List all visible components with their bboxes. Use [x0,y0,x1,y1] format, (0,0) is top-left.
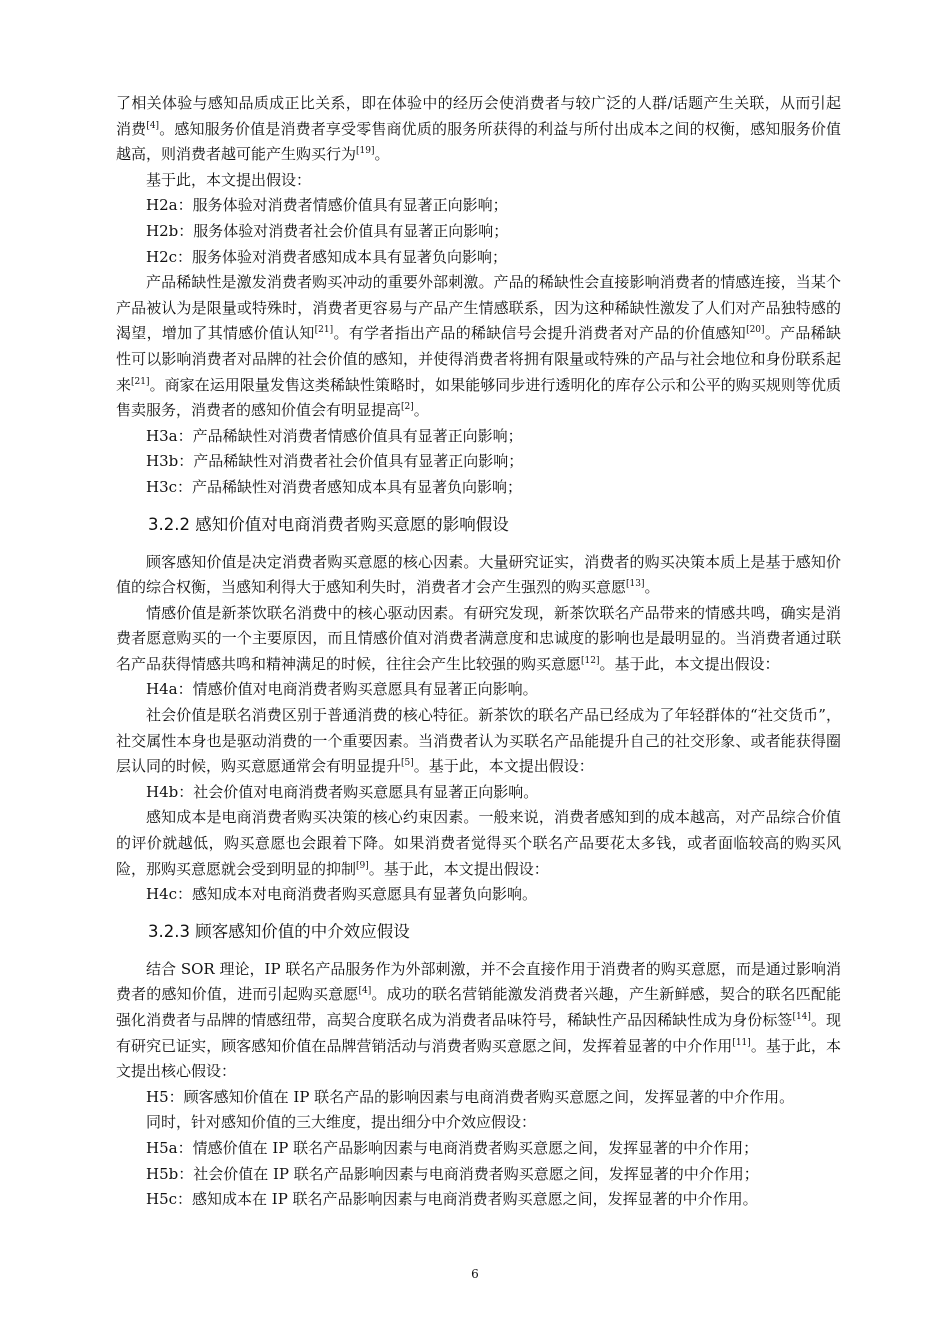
citation-ref: [20] [746,325,765,336]
text-run: 情感价值是新茶饮联名消费中的核心驱动因素。有研究发现，新茶饮联名产品带来的情感共鸣，确实是消费者愿意购买的一个主要原因，而且情感价值对消费者满意度和忠诚度的影响也是最明显的。当消费者通过联名产品获得情感共鸣和精神满足的时候，往往会产生比较强的购买意愿 [116,603,841,673]
text-run: 社会价值是联名消费区别于普通消费的核心特征。新茶饮的联名产品已经成为了年轻群体的“社交货币”，社交属性本身也是驱动消费的一个重要因素。当消费者认为买联名产品能提升自己的社交形象、或者能获得圈层认同的时候，购买意愿通常会有明显提升 [116,706,841,776]
text-run: 产品稀缺性是激发消费者购买冲动的重要外部刺激。产品的稀缺性会直接影响消费者的情感连接，当某个产品被认为是限量或特殊时，消费者更容易与产品产生情感联系，因为这种稀缺性激发了人们对产品独特感的渴望，增加了其情感价值认知 [116,273,841,343]
text-run: 。商家在运用限量发售这类稀缺性策略时，如果能够同步进行透明化的库存公示和公平的购买规则等优质售卖服务，消费者的感知价值会有明显提高 [116,375,841,420]
citation-ref: [5] [401,758,414,769]
hypothesis-line: H5b：社会价值在 IP 联名产品影响因素与电商消费者购买意愿之间，发挥显著的中介作用； [146,1164,759,1183]
citation-ref: [13] [626,579,645,590]
text-run: 。现有研究已证实，顾客感知价值在品牌营销活动与消费者购买意愿之间，发挥着显著的中介作用 [116,1011,841,1055]
text-run: 。基于此，本文提出假设： [368,859,549,878]
hypothesis-line: H4b：社会价值对电商消费者购买意愿具有显著正向影响。 [146,782,539,801]
text-run: 。感知服务价值是消费者享受零售商优质的服务所获得的利益与所付出成本之间的权衡，感知服务价值越高，则消费者越可能产生购买行为 [116,119,841,164]
section-heading: 3.2.2 感知价值对电商消费者购买意愿的影响假设 [148,514,509,534]
citation-ref: [9] [356,860,369,871]
citation-ref: [14] [792,1012,811,1022]
hypothesis-line: H2b：服务体验对消费者社会价值具有显著正向影响； [146,221,509,240]
text-run: 。基于此，本文提出假设： [599,654,780,673]
body-paragraph [116,91,841,168]
hypothesis-line: 同时，针对感知价值的三大维度，提出细分中介效应假设： [146,1113,537,1132]
text-run: 。产品稀缺性可以影响消费者对品牌的社会价值的感知，并使得消费者将拥有限量或特殊的产品与社会地位和身份联系起来 [116,324,841,394]
hypothesis-line: H2a：服务体验对消费者情感价值具有显著正向影响； [146,196,508,215]
text-run: 了相关体验与感知品质成正比关系，即在体验中的经历会使消费者与较广泛的人群/话题产生关联，从而引起消费 [116,94,841,138]
text-run: 。 [644,578,660,597]
text-run: 。 [413,401,429,420]
hypothesis-line: H4a：情感价值对电商消费者购买意愿具有显著正向影响。 [146,680,538,699]
citation-ref: [4] [358,986,372,997]
text-run: 感知成本是电商消费者购买决策的核心约束因素。一般来说，消费者感知到的成本越高，对产品综合价值的评价就越低，购买意愿也会跟着下降。如果消费者觉得买个联名产品要花太多钱，或者面临较高的购买风险，那购买意愿就会受到明显的抑制 [116,808,841,878]
hypothesis-line: H3b：产品稀缺性对消费者社会价值具有显著正向影响； [146,452,524,471]
citation-ref: [12] [581,655,600,666]
citation-ref: [2] [401,402,414,413]
citation-ref: [21] [131,376,150,387]
text-run: 。成功的联名营销能激发消费者兴趣，产生新鲜感，契合的联名匹配能强化消费者与品牌的情感纽带，高契合度联名成为消费者品味符号，稀缺性产品因稀缺性成为身份标签 [116,985,841,1029]
hypothesis-line: H5a：情感价值在 IP 联名产品影响因素与电商消费者购买意愿之间，发挥显著的中介作用； [146,1138,759,1157]
body-paragraph [116,805,841,882]
text-run: 。基于此，本文提出假设： [413,757,594,776]
hypothesis-line: H3a：产品稀缺性对消费者情感价值具有显著正向影响； [146,426,523,445]
citation-ref: [19] [356,146,375,157]
hypothesis-line: H4c：感知成本对电商消费者购买意愿具有显著负向影响。 [146,885,538,904]
section-heading: 3.2.3 顾客感知价值的中介效应假设 [148,921,410,941]
body-paragraph [116,703,841,780]
hypothesis-line: H2c：服务体验对消费者感知成本具有显著负向影响； [146,247,508,266]
body-paragraph [116,601,841,678]
citation-ref: [21] [314,325,334,336]
body-paragraph [116,550,841,601]
body-paragraph [116,957,841,1085]
text-run: 结合 SOR 理论，IP 联名产品服务作为外部刺激，并不会直接作用于消费者的购买意愿，而是通过影响消费者的感知价值，进而引起购买意愿 [116,959,841,1004]
citation-ref: [4] [146,120,160,131]
hypothesis-line: H3c：产品稀缺性对消费者感知成本具有显著负向影响； [146,477,523,496]
hypothesis-line: 基于此，本文提出假设： [146,170,312,189]
text-run: 顾客感知价值是决定消费者购买意愿的核心因素。大量研究证实，消费者的购买决策本质上是基于感知价值的综合权衡，当感知利得大于感知利失时，消费者才会产生强烈的购买意愿 [116,552,841,597]
text-run: 。基于此，本文提出核心假设： [116,1036,841,1081]
hypothesis-line: H5c：感知成本在 IP 联名产品影响因素与电商消费者购买意愿之间，发挥显著的中介作用。 [146,1190,758,1209]
text-run: 。 [374,145,390,164]
hypothesis-line: H5：顾客感知价值在 IP 联名产品的影响因素与电商消费者购买意愿之间，发挥显著的中介作用。 [146,1087,795,1106]
document-body [116,91,841,1213]
text-run: 。有学者指出产品的稀缺信号会提升消费者对产品的价值感知 [333,324,747,343]
citation-ref: [11] [732,1037,751,1048]
body-paragraph [116,270,841,424]
page-number: 6 [471,1267,479,1281]
